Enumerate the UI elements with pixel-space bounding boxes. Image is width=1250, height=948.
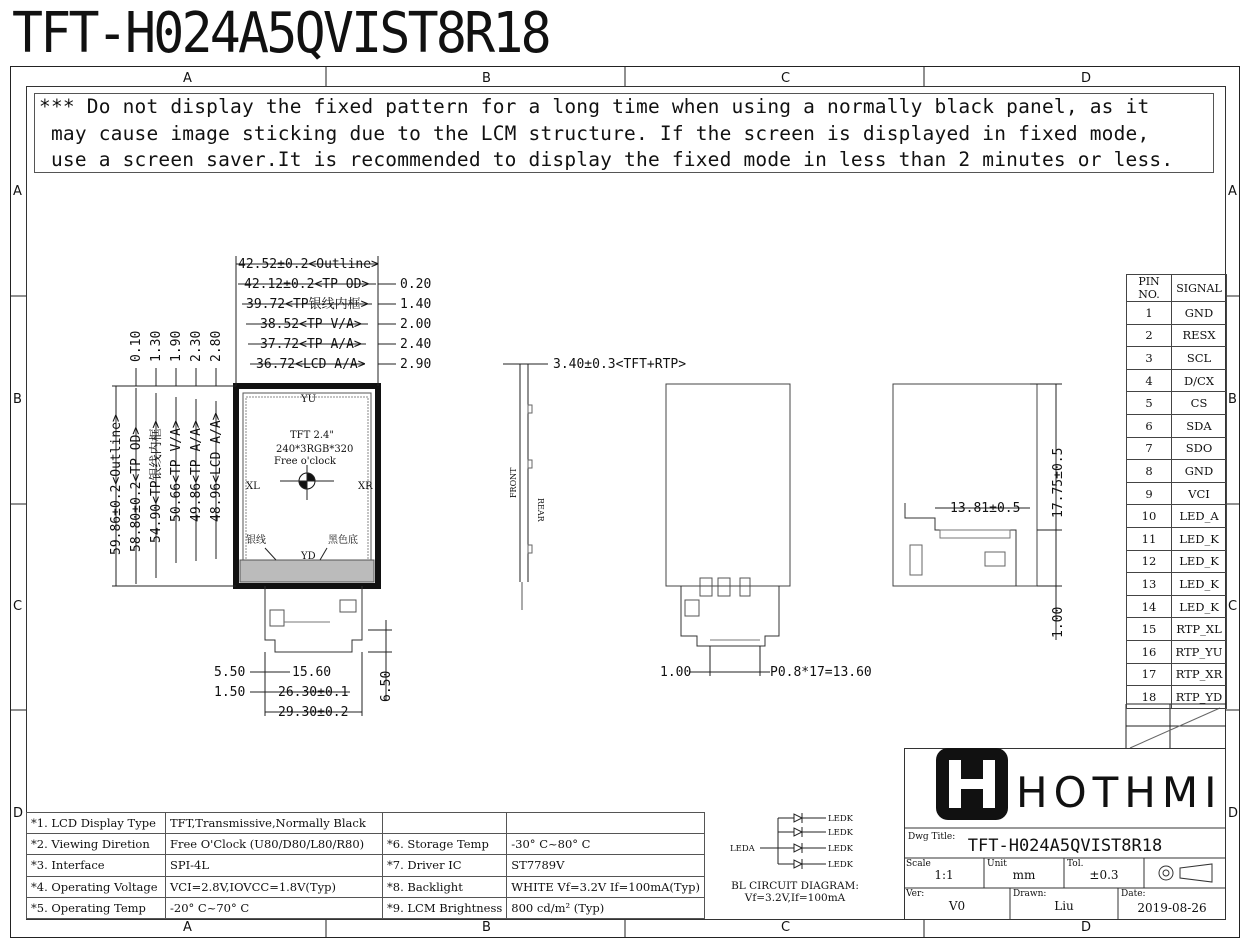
note-line: *** Do not display the fixed pattern for a long time when using a normally black panel, as it: [39, 95, 1150, 118]
drawn-value: Liu: [1054, 899, 1074, 913]
pin-number: 4: [1127, 369, 1172, 392]
dim-tp-silver-width: 39.72<TP银线内框>: [246, 297, 369, 312]
dim-right: 13.81±0.5: [950, 501, 1021, 516]
pin-signal: LED_K: [1172, 595, 1227, 618]
pin-signal: SDO: [1172, 437, 1227, 460]
zone-col-top: A: [183, 71, 192, 86]
zone-row-left: C: [13, 599, 23, 614]
pin-header-no: PIN NO.: [1127, 275, 1172, 302]
pin-number: 7: [1127, 437, 1172, 460]
offset-right: 1.40: [400, 297, 432, 312]
zone-col-top: D: [1081, 71, 1092, 86]
unit-value: mm: [1012, 868, 1036, 882]
dim-tp-od-height: 58.80±0.2<TP OD>: [129, 426, 144, 552]
tol-value: ±0.3: [1089, 868, 1119, 882]
pin-number: 8: [1127, 460, 1172, 483]
spec-value: ST7789V: [507, 855, 705, 876]
pin-signal: VCI: [1172, 482, 1227, 505]
zone-col-bottom: B: [482, 920, 491, 935]
pin-signal: GND: [1172, 302, 1227, 325]
offset-right: 0.20: [400, 277, 432, 292]
pin-signal: D/CX: [1172, 369, 1227, 392]
dim-lcd-aa-height: 48.96<LCD A/A>: [209, 412, 224, 522]
spec-value: -30° C~80° C: [507, 834, 705, 855]
spec-label: *6. Storage Temp: [383, 834, 507, 855]
dim-fpc: 6.50: [379, 670, 394, 702]
circuit-params: Vf=3.2V,If=100mA: [744, 892, 846, 904]
zone-row-right: D: [1228, 806, 1239, 821]
dim-fpc: 26.30±0.1: [278, 685, 349, 700]
pin-number: 16: [1127, 640, 1172, 663]
pin-signal: RTP_YD: [1172, 686, 1227, 709]
pin-number: 2: [1127, 324, 1172, 347]
dim-right: 1.00: [1051, 606, 1066, 638]
zone-row-right: B: [1228, 392, 1237, 407]
dim-fpc: 29.30±0.2: [278, 705, 349, 720]
pin-number: 17: [1127, 663, 1172, 686]
spec-label: *4. Operating Voltage: [27, 876, 166, 897]
zone-row-left: D: [13, 806, 24, 821]
offset-right: 2.90: [400, 357, 432, 372]
dim-right: 17.75±0.5: [1051, 447, 1066, 518]
note-line: may cause image sticking due to the LCM structure. If the screen is displayed in fixed mode,: [39, 121, 1150, 145]
pin-signal: CS: [1172, 392, 1227, 415]
pin-signal: RTP_XL: [1172, 618, 1227, 641]
ledk-label: LEDK: [828, 814, 854, 824]
spec-value: WHITE Vf=3.2V If=100mA(Typ): [507, 876, 705, 897]
offset-top: 0.10: [129, 330, 144, 362]
pin-header-signal: SIGNAL: [1172, 275, 1227, 302]
date-label: Date:: [1121, 889, 1146, 899]
spec-value: TFT,Transmissive,Normally Black: [166, 813, 383, 834]
offset-top: 2.30: [189, 330, 204, 362]
spec-label: *7. Driver IC: [383, 855, 507, 876]
pin-number: 5: [1127, 392, 1172, 415]
dim-fpc: 15.60: [292, 665, 332, 680]
spec-value: SPI-4L: [166, 855, 383, 876]
offset-top: 1.90: [169, 330, 184, 362]
brand-name: HOTHMI: [1016, 768, 1223, 817]
dim-fpc: 1.50: [214, 685, 246, 700]
pin-number: 9: [1127, 482, 1172, 505]
spec-label: *8. Backlight: [383, 876, 507, 897]
pin-number: 18: [1127, 686, 1172, 709]
pin-signal: LED_K: [1172, 527, 1227, 550]
ledk-label: LEDK: [828, 860, 854, 870]
offset-top: 1.30: [149, 330, 164, 362]
zone-col-bottom: A: [183, 920, 192, 935]
ver-label: Ver:: [906, 889, 925, 899]
zone-row-left: B: [13, 392, 22, 407]
silver-line-label: 银线: [246, 535, 266, 546]
dim-back: 1.00: [660, 665, 692, 680]
pin-number: 12: [1127, 550, 1172, 573]
leda-label: LEDA: [730, 844, 755, 854]
pin-signal: RTP_XR: [1172, 663, 1227, 686]
dim-thickness: 3.40±0.3<TFT+RTP>: [553, 357, 687, 372]
ledk-label: LEDK: [828, 828, 854, 838]
date-value: 2019-08-26: [1137, 901, 1207, 915]
spec-value: -20° C~70° C: [166, 897, 383, 918]
dwg-title-label: Dwg Title:: [908, 832, 956, 842]
screen-model: TFT 2.4": [290, 430, 334, 441]
black-bottom-label: 黑色底: [328, 535, 358, 546]
spec-label: *1. LCD Display Type: [27, 813, 166, 834]
pin-number: 15: [1127, 618, 1172, 641]
pin-signal: SCL: [1172, 347, 1227, 370]
screen-xr: XR: [358, 481, 373, 492]
zone-col-bottom: D: [1081, 920, 1092, 935]
zone-row-right: C: [1228, 599, 1238, 614]
dim-tp-silver-height: 54.90<TP银线内框>: [149, 420, 164, 543]
circuit-title: BL CIRCUIT DIAGRAM:: [731, 880, 859, 892]
ver-value: V0: [948, 899, 966, 913]
dim-tp-aa-width: 37.72<TP A/A>: [260, 337, 362, 352]
screen-resolution: 240*3RGB*320: [276, 444, 354, 455]
dim-tp-va-height: 50.66<TP V/A>: [169, 420, 184, 522]
dim-outline-width: 42.52±0.2<Outline>: [238, 257, 379, 272]
pin-signal: LED_A: [1172, 505, 1227, 528]
pin-number: 1: [1127, 302, 1172, 325]
pin-signal: LED_K: [1172, 550, 1227, 573]
spec-value: VCI=2.8V,IOVCC=1.8V(Typ): [166, 876, 383, 897]
zone-row-right: A: [1228, 184, 1237, 199]
dim-fpc: 5.50: [214, 665, 246, 680]
drawn-label: Drawn:: [1013, 889, 1047, 899]
pin-signal: SDA: [1172, 414, 1227, 437]
dim-tp-od-width: 42.12±0.2<TP OD>: [244, 277, 370, 292]
screen-xl: XL: [246, 481, 260, 492]
zone-col-bottom: C: [781, 920, 791, 935]
pin-number: 13: [1127, 573, 1172, 596]
unit-label: Unit: [987, 859, 1007, 869]
pin-signal: RTP_YU: [1172, 640, 1227, 663]
pin-number: 6: [1127, 414, 1172, 437]
pin-number: 14: [1127, 595, 1172, 618]
dim-tp-aa-height: 49.86<TP A/A>: [189, 420, 204, 522]
drawing-title: TFT-H024A5QVIST8R18: [12, 1, 549, 66]
spec-value: Free O'Clock (U80/D80/L80/R80): [166, 834, 383, 855]
side-front-label: FRONT: [509, 467, 518, 498]
spec-label: *3. Interface: [27, 855, 166, 876]
zone-row-left: A: [13, 184, 22, 199]
pin-number: 11: [1127, 527, 1172, 550]
pin-signal: RESX: [1172, 324, 1227, 347]
ledk-label: LEDK: [828, 844, 854, 854]
spec-label: *5. Operating Temp: [27, 897, 166, 918]
dim-lcd-aa-width: 36.72<LCD A/A>: [256, 357, 366, 372]
dim-outline-height: 59.86±0.2<Outline>: [109, 414, 124, 555]
tol-label: Tol.: [1067, 859, 1084, 869]
offset-right: 2.00: [400, 317, 432, 332]
note-line: use a screen saver.It is recommended to display the fixed mode in less than 2 minutes or less.: [39, 148, 1174, 171]
pin-number: 3: [1127, 347, 1172, 370]
pin-signal: LED_K: [1172, 573, 1227, 596]
screen-viewing: Free o'clock: [274, 456, 336, 467]
spec-label: *2. Viewing Diretion: [27, 834, 166, 855]
zone-col-top: C: [781, 71, 791, 86]
dwg-title: TFT-H024A5QVIST8R18: [967, 836, 1163, 856]
dim-back: P0.8*17=13.60: [770, 665, 872, 680]
offset-top: 2.80: [209, 330, 224, 362]
offset-right: 2.40: [400, 337, 432, 352]
dim-tp-va-width: 38.52<TP V/A>: [260, 317, 362, 332]
scale-value: 1:1: [934, 868, 954, 882]
scale-label: Scale: [906, 859, 931, 869]
zone-col-top: B: [482, 71, 491, 86]
pin-signal: GND: [1172, 460, 1227, 483]
side-rear-label: REAR: [536, 498, 545, 522]
spec-label: *9. LCM Brightness: [383, 897, 507, 918]
screen-yu: YU: [301, 394, 317, 405]
pin-number: 10: [1127, 505, 1172, 528]
spec-value: 800 cd/m² (Typ): [507, 897, 705, 918]
screen-yd: YD: [301, 551, 316, 562]
